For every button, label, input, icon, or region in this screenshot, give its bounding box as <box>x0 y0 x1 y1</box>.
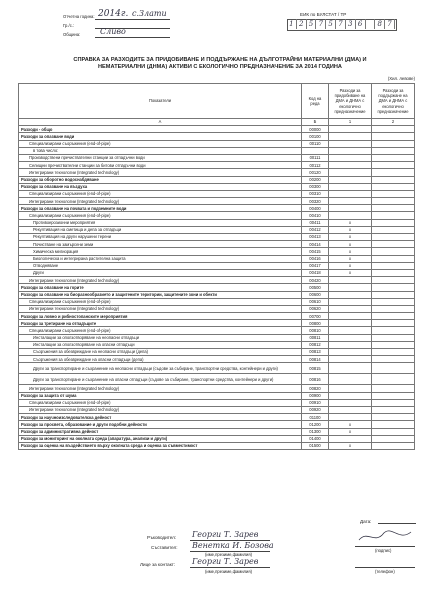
row-code: 00112 <box>302 162 329 169</box>
row-value-maintenance[interactable] <box>372 392 415 399</box>
row-value-acquisition[interactable] <box>329 334 372 341</box>
table-row <box>19 313 415 320</box>
table-row <box>19 140 415 147</box>
row-value-acquisition[interactable] <box>329 399 372 406</box>
row-code: 01300 <box>302 428 329 435</box>
signature-mark <box>355 528 415 546</box>
row-label: Разходи за научноизследователска дейност <box>19 414 302 421</box>
row-label: Разходи за оборотно водоснабдяване <box>19 176 302 183</box>
row-value-acquisition[interactable] <box>329 406 372 413</box>
row-label: Интегрирани технологии (Integrated technology) <box>19 277 302 284</box>
row-code: 00814 <box>302 356 329 363</box>
row-value-acquisition[interactable] <box>329 133 372 140</box>
row-label: Специализирани съоръжения (end-of-pipe) <box>19 327 302 334</box>
row-value-acquisition[interactable] <box>329 320 372 327</box>
row-value-maintenance[interactable] <box>372 190 415 197</box>
row-label: Разходи за защита от шума <box>19 392 302 399</box>
table-row <box>19 147 415 154</box>
row-value-maintenance[interactable] <box>372 183 415 190</box>
table-row <box>19 406 415 413</box>
row-value-maintenance[interactable] <box>372 363 415 374</box>
row-code: 00400 <box>302 205 329 212</box>
row-value-maintenance[interactable] <box>372 399 415 406</box>
phone-caption: (телефон) <box>375 569 395 574</box>
row-value-acquisition[interactable]: x <box>329 234 372 241</box>
row-code: 00620 <box>302 305 329 312</box>
row-value-acquisition[interactable] <box>329 385 372 392</box>
header-col1: Разходи за придобиване на ДМА и ДНМА с екологично предназначение <box>329 84 372 119</box>
row-value-acquisition[interactable] <box>329 363 372 374</box>
row-value-maintenance[interactable] <box>372 313 415 320</box>
row-label: Интегрирани технологии (Integrated technology) <box>19 305 302 312</box>
row-code: 00418 <box>302 269 329 276</box>
table-row <box>19 198 415 205</box>
row-label: Разходи за мониторинг на околната среда (апаратура, анализи и други) <box>19 435 302 442</box>
row-code: 00320 <box>302 198 329 205</box>
index-b: Б <box>302 119 329 126</box>
row-code: 00420 <box>302 277 329 284</box>
table-row <box>19 349 415 356</box>
table-row <box>19 255 415 262</box>
row-code: 00412 <box>302 226 329 233</box>
row-label: Разходи за опазване на биоразнообразието и защитените територии, защитените зони и обекти <box>19 291 302 298</box>
row-code: 00414 <box>302 241 329 248</box>
row-value-maintenance[interactable] <box>372 126 415 133</box>
table-row <box>19 327 415 334</box>
row-value-maintenance[interactable] <box>372 334 415 341</box>
table-row <box>19 298 415 305</box>
row-value-acquisition[interactable]: x <box>329 269 372 276</box>
row-value-maintenance[interactable] <box>372 356 415 363</box>
contact-name-handwriting: Георги Т. Зарев <box>192 557 259 566</box>
row-value-acquisition[interactable] <box>329 190 372 197</box>
row-label: Инсталации за оползотворяване на неопасни отпадъци <box>19 334 302 341</box>
report-title: СПРАВКА ЗА РАЗХОДИТЕ ЗА ПРИДОБИВАНЕ И ПОДДЪРЖАНЕ НА ДЪЛГОТРАЙНИ МАТЕРИАЛНИ (ДМА) И НЕМАТЕРИАЛНИ (ДНМА) АКТИВИ С ЕКОЛОГИЧНО ПРЕДНАЗНАЧЕНИЕ ЗА 2014 ГОДИНА <box>73 57 367 70</box>
row-value-acquisition[interactable] <box>329 154 372 161</box>
date-label: Дата: <box>360 519 372 524</box>
row-value-acquisition[interactable]: x <box>329 255 372 262</box>
row-code: 00200 <box>302 176 329 183</box>
row-value-maintenance[interactable] <box>372 414 415 421</box>
row-value-acquisition[interactable] <box>329 392 372 399</box>
table-row <box>19 385 415 392</box>
row-label: Рекултивация на други нарушени терени <box>19 234 302 241</box>
row-value-acquisition[interactable] <box>329 126 372 133</box>
contact-label: Лице за контакт: <box>140 562 176 567</box>
row-code: 00310 <box>302 190 329 197</box>
row-value-acquisition[interactable] <box>329 162 372 169</box>
row-code: 00110 <box>302 140 329 147</box>
row-label: Разходи за опазване на въздуха <box>19 183 302 190</box>
table-row <box>19 334 415 341</box>
table-row <box>19 435 415 442</box>
row-value-maintenance[interactable] <box>372 234 415 241</box>
table-row <box>19 399 415 406</box>
table-row <box>19 277 415 284</box>
table-row <box>19 363 415 374</box>
row-code: 01400 <box>302 435 329 442</box>
row-value-acquisition[interactable]: x <box>329 262 372 269</box>
row-value-maintenance[interactable] <box>372 154 415 161</box>
row-label: Разходи за опазване на горите <box>19 284 302 291</box>
row-label: Други <box>19 269 302 276</box>
row-code: 00700 <box>302 313 329 320</box>
row-value-maintenance[interactable] <box>372 269 415 276</box>
table-row <box>19 154 415 161</box>
row-value-acquisition[interactable]: x <box>329 421 372 428</box>
row-label: Разходи за ловно и рибностопанските мероприятия <box>19 313 302 320</box>
row-value-maintenance[interactable] <box>372 327 415 334</box>
row-code: 00111 <box>302 154 329 161</box>
table-row <box>19 421 415 428</box>
row-label: Производствени пречиствателни станции за отпадъчни води <box>19 154 302 161</box>
table-row <box>19 183 415 190</box>
row-code: 00811 <box>302 334 329 341</box>
row-value-maintenance[interactable] <box>372 385 415 392</box>
unit-note: (Хил. левове) <box>387 76 415 81</box>
row-value-maintenance[interactable] <box>372 169 415 176</box>
row-label: Интегрирани технологии (Integrated technology) <box>19 198 302 205</box>
row-code: 00815 <box>302 363 329 374</box>
table-row <box>19 212 415 219</box>
row-value-acquisition[interactable] <box>329 212 372 219</box>
row-code: 00415 <box>302 248 329 255</box>
table-row <box>19 428 415 435</box>
row-label: Съоръжения за обезвреждане на неопасни отпадъци (депа) <box>19 349 302 356</box>
index-1: 1 <box>329 119 372 126</box>
row-value-acquisition[interactable]: x <box>329 226 372 233</box>
row-value-maintenance[interactable] <box>372 255 415 262</box>
row-value-acquisition[interactable] <box>329 198 372 205</box>
row-value-acquisition[interactable] <box>329 291 372 298</box>
row-value-maintenance[interactable] <box>372 241 415 248</box>
row-value-acquisition[interactable] <box>329 356 372 363</box>
row-value-acquisition[interactable] <box>329 374 372 385</box>
row-code: 00820 <box>302 385 329 392</box>
table-row <box>19 126 415 133</box>
table-row <box>19 176 415 183</box>
row-code: 00812 <box>302 341 329 348</box>
row-value-acquisition[interactable] <box>329 298 372 305</box>
row-value-acquisition[interactable] <box>329 435 372 442</box>
row-code: 00000 <box>302 126 329 133</box>
row-value-maintenance[interactable] <box>372 284 415 291</box>
row-value-maintenance[interactable] <box>372 219 415 226</box>
period-label: Отчетна година: <box>63 14 95 19</box>
head-label: Ръководител: <box>147 535 177 540</box>
table-row <box>19 162 415 169</box>
row-value-maintenance[interactable] <box>372 248 415 255</box>
row-label: Интегрирани технологии (Integrated technology) <box>19 385 302 392</box>
eik-digit-cell: 7 <box>385 19 395 29</box>
row-value-acquisition[interactable]: x <box>329 442 372 449</box>
row-value-acquisition[interactable] <box>329 140 372 147</box>
row-code: 00300 <box>302 183 329 190</box>
row-code: 00610 <box>302 298 329 305</box>
name-caption-1: (име,презиме,фамилия) <box>205 552 253 557</box>
row-label: Разходи за оценка на въздействието върху околната среда и оценка за съвместимост <box>19 442 302 449</box>
row-value-acquisition[interactable] <box>329 284 372 291</box>
header-indicators: Показатели <box>19 84 302 119</box>
row-value-maintenance[interactable] <box>372 291 415 298</box>
row-code: 00500 <box>302 284 329 291</box>
row-value-acquisition[interactable] <box>329 341 372 348</box>
row-value-maintenance[interactable] <box>372 176 415 183</box>
row-label: Други за транспортиране и съхранение на неопасни отпадъци (съдове за събиране, транспортни средства, контейнери и други) <box>19 363 302 374</box>
row-code: 00411 <box>302 219 329 226</box>
header-col2: Разходи за поддържане на ДМА и ДНМА с екологично предназначение <box>372 84 415 119</box>
table-row <box>19 190 415 197</box>
compiler-label: Съставител: <box>151 545 178 550</box>
compiler-name-handwriting: Венетка Й. Бозова <box>192 541 274 550</box>
row-value-maintenance[interactable] <box>372 349 415 356</box>
row-value-acquisition[interactable] <box>329 327 372 334</box>
eik-digit-cell: 1 <box>287 19 297 29</box>
table-row <box>19 205 415 212</box>
row-label: Специализирани съоръжения (end-of-pipe) <box>19 212 302 219</box>
row-label: Химическа мелиорация <box>19 248 302 255</box>
eik-digit-cell: 8 <box>375 19 385 29</box>
eik-digit-cell: 2 <box>297 19 307 29</box>
header-code: Код на реда <box>302 84 329 119</box>
row-label: Интегрирани технологии (Integrated technology) <box>19 406 302 413</box>
row-value-maintenance[interactable] <box>372 435 415 442</box>
row-code: 00413 <box>302 234 329 241</box>
row-label: Съоръжения за обезвреждане на опасни отпадъци (депа) <box>19 356 302 363</box>
row-value-acquisition[interactable]: x <box>329 248 372 255</box>
row-value-maintenance[interactable] <box>372 205 415 212</box>
row-value-acquisition[interactable] <box>329 414 372 421</box>
row-label: Интегрирани технологии (Integrated technology) <box>19 169 302 176</box>
row-value-maintenance[interactable] <box>372 162 415 169</box>
row-value-acquisition[interactable] <box>329 349 372 356</box>
row-label: Разходи за административна дейност <box>19 428 302 435</box>
row-label: Почистване на замърсени земи <box>19 241 302 248</box>
row-value-acquisition[interactable] <box>329 183 372 190</box>
city-handwriting: с.Злати <box>132 9 167 18</box>
city-label: Гр./с.: <box>63 23 75 28</box>
row-value-maintenance[interactable] <box>372 298 415 305</box>
index-a: А <box>19 119 302 126</box>
table-row <box>19 219 415 226</box>
eik-digit-cell <box>366 19 376 29</box>
row-value-acquisition[interactable] <box>329 169 372 176</box>
row-code: 00800 <box>302 320 329 327</box>
row-label: Рекултивация на сметища и депа за отпадъци <box>19 226 302 233</box>
row-label: Биологическа и интегрирана растителна защита <box>19 255 302 262</box>
row-label: Други за транспортиране и съхранение на опасни отпадъци (съдове за събиране, транспортни средства, контейнери и други) <box>19 374 302 385</box>
row-code: 00816 <box>302 374 329 385</box>
row-value-acquisition[interactable] <box>329 305 372 312</box>
row-label: Инсталации за оползотворяване на опасни отпадъци <box>19 341 302 348</box>
row-code: 00920 <box>302 406 329 413</box>
row-code: 00813 <box>302 349 329 356</box>
table-row <box>19 133 415 140</box>
row-label: Разходи за опазване води <box>19 133 302 140</box>
row-code <box>302 147 329 154</box>
row-value-acquisition[interactable] <box>329 147 372 154</box>
row-value-maintenance[interactable] <box>372 421 415 428</box>
row-label: Отводняване <box>19 262 302 269</box>
row-label: Разходи - общо <box>19 126 302 133</box>
expenses-table <box>18 83 415 450</box>
period-handwriting: 2014г. <box>98 9 129 19</box>
row-value-maintenance[interactable] <box>372 341 415 348</box>
table-row <box>19 341 415 348</box>
table-row <box>19 269 415 276</box>
signature-caption: (подпис) <box>375 548 392 553</box>
row-label: в това число: <box>19 147 302 154</box>
name-caption-2: (име,презиме,фамилия) <box>205 569 253 574</box>
eik-digit-cell: 7 <box>336 19 346 29</box>
row-value-acquisition[interactable] <box>329 205 372 212</box>
row-value-maintenance[interactable] <box>372 212 415 219</box>
row-value-maintenance[interactable] <box>372 406 415 413</box>
row-label: Специализирани съоръжения (end-of-pipe) <box>19 190 302 197</box>
table-row <box>19 356 415 363</box>
row-code: 00417 <box>302 262 329 269</box>
table-row <box>19 320 415 327</box>
row-code: 00910 <box>302 399 329 406</box>
table-row <box>19 234 415 241</box>
row-value-maintenance[interactable] <box>372 442 415 449</box>
head-name-handwriting: Георги Т. Зарев <box>192 530 259 539</box>
eik-label: ЕИК по БУЛСТАТ / ТР <box>300 12 347 17</box>
row-label: Разходи за третиране на отпадъците <box>19 320 302 327</box>
row-code: 00416 <box>302 255 329 262</box>
eik-digit-cell: 5 <box>307 19 317 29</box>
row-value-acquisition[interactable]: x <box>329 428 372 435</box>
table-row <box>19 291 415 298</box>
row-label: Специализирани съоръжения (end-of-pipe) <box>19 140 302 147</box>
eik-digit-cell: 7 <box>316 19 326 29</box>
row-value-acquisition[interactable] <box>329 277 372 284</box>
row-value-maintenance[interactable] <box>372 226 415 233</box>
table-row <box>19 305 415 312</box>
row-label: Специализирани съоръжения (end-of-pipe) <box>19 399 302 406</box>
row-code: 01500 <box>302 442 329 449</box>
table-row <box>19 284 415 291</box>
table-row <box>19 248 415 255</box>
row-code: 01100 <box>302 414 329 421</box>
row-code: 00120 <box>302 169 329 176</box>
row-value-maintenance[interactable] <box>372 305 415 312</box>
table-row <box>19 392 415 399</box>
index-2: 2 <box>372 119 415 126</box>
eik-digit-cell: 6 <box>356 19 366 29</box>
row-code: 00810 <box>302 327 329 334</box>
row-label: Противоерозионни мероприятия <box>19 219 302 226</box>
row-value-acquisition[interactable]: x <box>329 241 372 248</box>
row-label: Селищни пречиствателни станции за битови отпадъчни води <box>19 162 302 169</box>
row-value-acquisition[interactable] <box>329 176 372 183</box>
row-value-maintenance[interactable] <box>372 277 415 284</box>
row-code: 01200 <box>302 421 329 428</box>
row-code: 00600 <box>302 291 329 298</box>
row-value-maintenance[interactable] <box>372 320 415 327</box>
eik-digit-cell: 3 <box>346 19 356 29</box>
table-row <box>19 169 415 176</box>
row-code: 00900 <box>302 392 329 399</box>
row-code: 00410 <box>302 212 329 219</box>
row-label: Разходи за опазване на почвата и подземните води <box>19 205 302 212</box>
row-label: Специализирани съоръжения (end-of-pipe) <box>19 298 302 305</box>
eik-digits <box>287 19 395 29</box>
row-value-maintenance[interactable] <box>372 428 415 435</box>
table-row <box>19 241 415 248</box>
row-value-maintenance[interactable] <box>372 374 415 385</box>
table-row <box>19 414 415 421</box>
table-row <box>19 262 415 269</box>
table-row <box>19 226 415 233</box>
row-value-maintenance[interactable] <box>372 262 415 269</box>
row-value-maintenance[interactable] <box>372 198 415 205</box>
eik-digit-cell: 5 <box>326 19 336 29</box>
row-value-acquisition[interactable] <box>329 313 372 320</box>
municipality-handwriting: Сливо <box>100 27 126 36</box>
row-value-acquisition[interactable]: x <box>329 219 372 226</box>
row-label: Разходи за просвета, образование и други подобни дейности <box>19 421 302 428</box>
row-value-maintenance[interactable] <box>372 140 415 147</box>
row-value-maintenance[interactable] <box>372 147 415 154</box>
row-value-maintenance[interactable] <box>372 133 415 140</box>
municipality-label: Община: <box>63 32 81 37</box>
table-row <box>19 374 415 385</box>
row-code: 00100 <box>302 133 329 140</box>
table-row <box>19 442 415 449</box>
